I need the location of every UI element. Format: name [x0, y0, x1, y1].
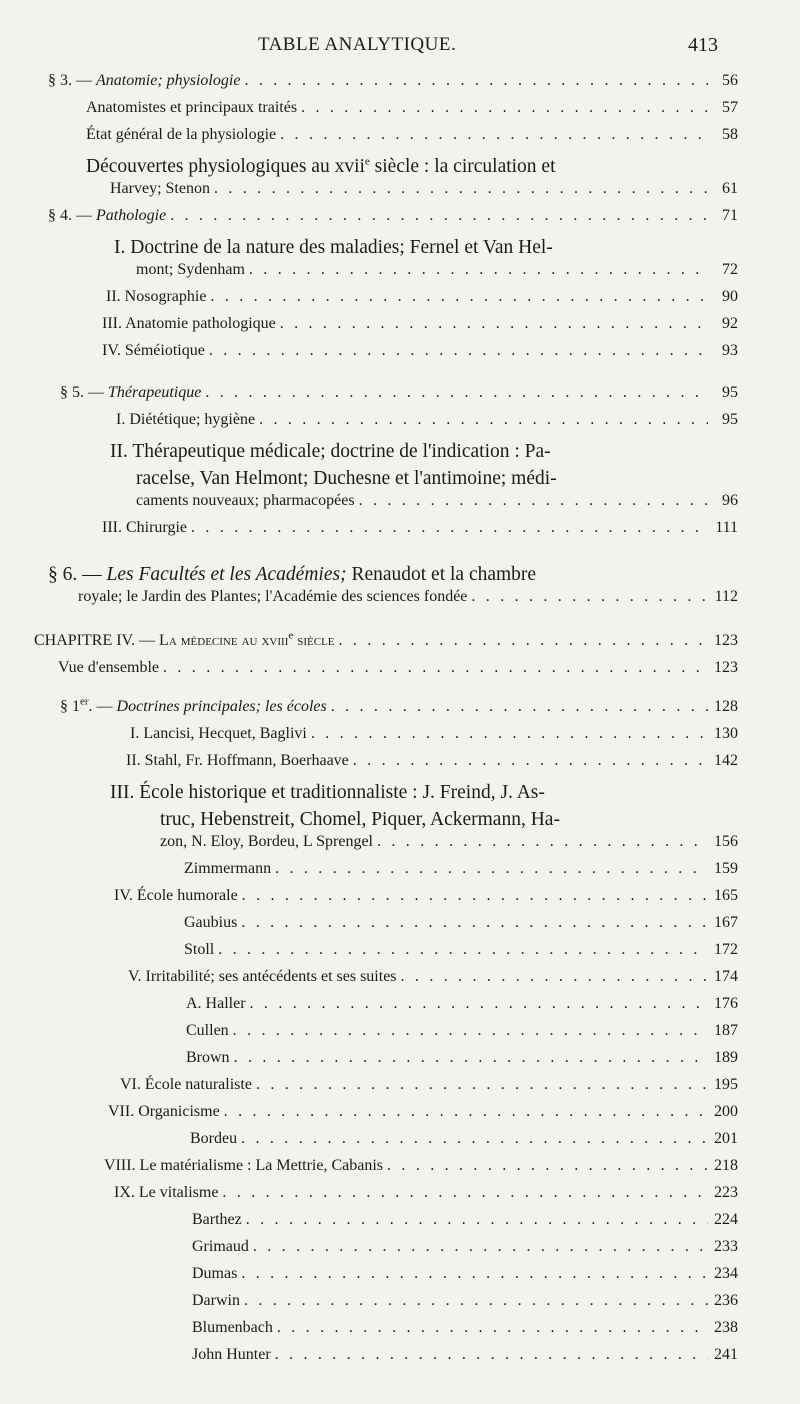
- toc-entry: [114, 887, 738, 914]
- entry-label: I. Lancisi, Hecquet, Baglivi: [130, 725, 307, 742]
- leader-dots: [387, 1157, 708, 1175]
- entry-label-line2: racelse, Van Helmont; Duchesne et l'antimoine; médi-: [136, 468, 557, 489]
- leader-dots: [359, 492, 708, 510]
- entry-label-line1: § 6. — Les Facultés et les Académies; Renaudot et la chambre: [48, 564, 537, 585]
- entry-label-line2: mont; Sydenham: [136, 261, 245, 278]
- entry-page: 61: [722, 180, 738, 197]
- toc-entry: [184, 941, 738, 968]
- leader-dots: [339, 632, 708, 650]
- entry-page: 128: [714, 698, 738, 715]
- leader-dots: [311, 725, 708, 743]
- entry-label: Brown: [186, 1049, 230, 1066]
- entry-label: Stoll: [184, 941, 215, 958]
- toc-entry: [116, 411, 738, 438]
- toc-entry: [186, 1049, 738, 1076]
- toc-entry: [186, 1022, 738, 1049]
- leader-dots: [244, 1292, 708, 1310]
- toc-entry: [184, 914, 738, 941]
- entry-page: 201: [714, 1130, 738, 1147]
- leader-dots: [234, 1049, 708, 1067]
- leader-dots: [280, 315, 708, 333]
- leader-dots: [242, 887, 708, 905]
- entry-label-line3: zon, N. Eloy, Bordeu, L Sprengel: [160, 833, 373, 850]
- entry-label-line2: Harvey; Stenon: [110, 180, 210, 197]
- toc-entry: [130, 725, 738, 752]
- leader-dots: [259, 411, 708, 429]
- entry-page: 159: [714, 860, 738, 877]
- entry-label: IV. École humorale: [114, 887, 238, 904]
- entry-label-line1: I. Doctrine de la nature des maladies; Fernel et Van Hel-: [114, 237, 553, 258]
- entry-page: 174: [714, 968, 738, 985]
- leader-dots: [250, 995, 708, 1013]
- leader-dots: [222, 1184, 708, 1202]
- entry-page: 172: [714, 941, 738, 958]
- entry-page: 233: [714, 1238, 738, 1255]
- entry-page: 111: [715, 519, 738, 536]
- entry-label-line3: caments nouveaux; pharmacopées: [136, 492, 355, 509]
- entry-page: 57: [722, 99, 738, 116]
- entry-page: 165: [714, 887, 738, 904]
- leader-dots: [377, 833, 708, 851]
- toc-entry: [102, 315, 738, 342]
- leader-dots: [244, 72, 708, 90]
- toc-entry: [126, 752, 738, 779]
- leader-dots: [163, 659, 708, 677]
- entry-label: IX. Le vitalisme: [114, 1184, 219, 1201]
- toc-entry: [186, 995, 738, 1022]
- entry-label: Darwin: [192, 1292, 240, 1309]
- entry-label-line1: II. Thérapeutique médicale; doctrine de l'indication : Pa-: [110, 441, 551, 462]
- entry-page: 58: [722, 126, 738, 143]
- leader-dots: [253, 1238, 708, 1256]
- toc-entry: [86, 99, 738, 126]
- leader-dots: [280, 126, 708, 144]
- leader-dots: [241, 1265, 708, 1283]
- toc-entry: [86, 126, 738, 153]
- entry-label: Doctrines principales; les écoles: [116, 698, 327, 715]
- entry-page: 90: [722, 288, 738, 305]
- chapter-title: La médecine au xviii: [159, 632, 289, 649]
- entry-label: A. Haller: [186, 995, 246, 1012]
- toc-entry: [192, 1319, 738, 1346]
- running-title: TABLE ANALYTIQUE.: [258, 34, 457, 55]
- entry-label: II. Stahl, Fr. Hoffmann, Boerhaave: [126, 752, 349, 769]
- entry-page: 223: [714, 1184, 738, 1201]
- leader-dots: [214, 180, 708, 198]
- entry-label: II. Nosographie: [106, 288, 207, 305]
- entry-page: 95: [722, 384, 738, 401]
- entry-label: Pathologie: [96, 207, 167, 224]
- leader-dots: [241, 1130, 708, 1148]
- toc-entry: [192, 1265, 738, 1292]
- entry-label: VIII. Le matérialisme : La Mettrie, Cabanis: [104, 1157, 384, 1174]
- entry-label: Blumenbach: [192, 1319, 273, 1336]
- leader-dots: [210, 288, 708, 306]
- entry-label: Thérapeutique: [108, 384, 202, 401]
- toc-entry: [184, 860, 738, 887]
- entry-label: Gaubius: [184, 914, 238, 931]
- toc-entry: [108, 1103, 738, 1130]
- entry-page: 96: [722, 492, 738, 509]
- toc-entry: [136, 492, 738, 519]
- entry-page: 241: [714, 1346, 738, 1363]
- entry-label-line1: Découvertes physiologiques au xvii$^e$ siècle : la circulation et: [86, 155, 556, 177]
- leader-dots: [331, 698, 708, 716]
- leader-dots: [401, 968, 708, 986]
- entry-page: 176: [714, 995, 738, 1012]
- section-prefix: § 4. —: [48, 207, 96, 224]
- entry-page: 56: [722, 72, 738, 89]
- entry-label: VI. École naturaliste: [120, 1076, 252, 1093]
- entry-page: 224: [714, 1211, 738, 1228]
- toc-entry: [190, 1130, 738, 1157]
- toc-entry-section-3: [48, 72, 738, 99]
- toc-entry-chapter-4: CHAPITRE IV. — La médecine au xviii$^e$ siècle . . . 123: [34, 632, 738, 659]
- entry-page: 93: [722, 342, 738, 359]
- entry-page: 95: [722, 411, 738, 428]
- entry-page: 238: [714, 1319, 738, 1336]
- toc-entry: [106, 288, 738, 315]
- toc-entry: [160, 833, 738, 860]
- entry-label: Vue d'ensemble: [58, 659, 159, 676]
- page-header: [0, 34, 800, 60]
- toc-entry-section-6: [78, 588, 738, 615]
- toc-entry: [104, 1157, 738, 1184]
- page-number: 413: [688, 34, 718, 56]
- entry-page: 234: [714, 1265, 738, 1282]
- entry-page: 123: [714, 659, 738, 676]
- leader-dots: [275, 860, 708, 878]
- leader-dots: [353, 752, 708, 770]
- toc-entry: [114, 1184, 738, 1211]
- entry-label: Anatomie; physiologie: [96, 72, 241, 89]
- toc-entry-section-4: [48, 207, 738, 234]
- entry-label: Barthez: [192, 1211, 242, 1228]
- toc-entry-section-1: § 1er. — Doctrines principales; les écoles . . . 128: [60, 698, 738, 725]
- section-prefix: § 3. —: [48, 72, 96, 89]
- toc-entry-section-5: [60, 384, 738, 411]
- leader-dots: [277, 1319, 708, 1337]
- entry-label: État général de la physiologie: [86, 126, 277, 143]
- leader-dots: [205, 384, 708, 402]
- entry-page: 236: [714, 1292, 738, 1309]
- entry-label: Grimaud: [192, 1238, 249, 1255]
- entry-label: John Hunter: [192, 1346, 271, 1363]
- leader-dots: [249, 261, 708, 279]
- entry-page: 130: [714, 725, 738, 742]
- toc-entry: [192, 1211, 738, 1238]
- toc-entry: [120, 1076, 738, 1103]
- leader-dots: [170, 207, 708, 225]
- entry-page: 167: [714, 914, 738, 931]
- entry-page: 142: [714, 752, 738, 769]
- leader-dots: [275, 1346, 708, 1364]
- toc-entry: [128, 968, 738, 995]
- entry-label: IV. Séméiotique: [102, 342, 205, 359]
- leader-dots: [224, 1103, 708, 1121]
- entry-page: 156: [714, 833, 738, 850]
- toc-entry: [136, 261, 738, 288]
- section-prefix: § 5. —: [60, 384, 108, 401]
- entry-label: Zimmermann: [184, 860, 272, 877]
- entry-page: 187: [714, 1022, 738, 1039]
- entry-label-line2: royale; le Jardin des Plantes; l'Académie des sciences fondée: [78, 588, 468, 605]
- leader-dots: [246, 1211, 708, 1229]
- entry-page: 71: [722, 207, 738, 224]
- toc-entry: [192, 1238, 738, 1265]
- leader-dots: [256, 1076, 708, 1094]
- entry-label: Dumas: [192, 1265, 238, 1282]
- entry-label: Cullen: [186, 1022, 229, 1039]
- entry-label: VII. Organicisme: [108, 1103, 220, 1120]
- entry-label-line2: truc, Hebenstreit, Chomel, Piquer, Ackermann, Ha-: [160, 809, 560, 830]
- entry-page: 72: [722, 261, 738, 278]
- leader-dots: [471, 588, 708, 606]
- entry-label: Anatomistes et principaux traités: [86, 99, 298, 116]
- toc-entry: [192, 1346, 738, 1373]
- toc-entry: [110, 180, 738, 207]
- leader-dots: [191, 519, 708, 537]
- toc-entry: [192, 1292, 738, 1319]
- entry-page: 123: [714, 632, 738, 649]
- leader-dots: [241, 914, 708, 932]
- entry-label: I. Diététique; hygiène: [116, 411, 256, 428]
- entry-label: III. Chirurgie: [102, 519, 188, 536]
- toc-entry: [102, 519, 738, 546]
- entry-page: 112: [714, 588, 738, 605]
- leader-dots: [218, 941, 708, 959]
- entry-page: 195: [714, 1076, 738, 1093]
- chapter-prefix: CHAPITRE IV. —: [34, 632, 160, 649]
- toc-entry: [102, 342, 738, 369]
- entry-page: 92: [722, 315, 738, 332]
- entry-page: 200: [714, 1103, 738, 1120]
- leader-dots: [233, 1022, 708, 1040]
- entry-label: V. Irritabilité; ses antécédents et ses suites: [128, 968, 397, 985]
- entry-label-line1: III. École historique et traditionnaliste : J. Freind, J. As-: [110, 782, 545, 803]
- toc-entry: [58, 659, 738, 686]
- entry-page: 189: [714, 1049, 738, 1066]
- entry-label: Bordeu: [190, 1130, 238, 1147]
- leader-dots: [301, 99, 708, 117]
- leader-dots: [209, 342, 708, 360]
- entry-page: 218: [714, 1157, 738, 1174]
- entry-label: III. Anatomie pathologique: [102, 315, 276, 332]
